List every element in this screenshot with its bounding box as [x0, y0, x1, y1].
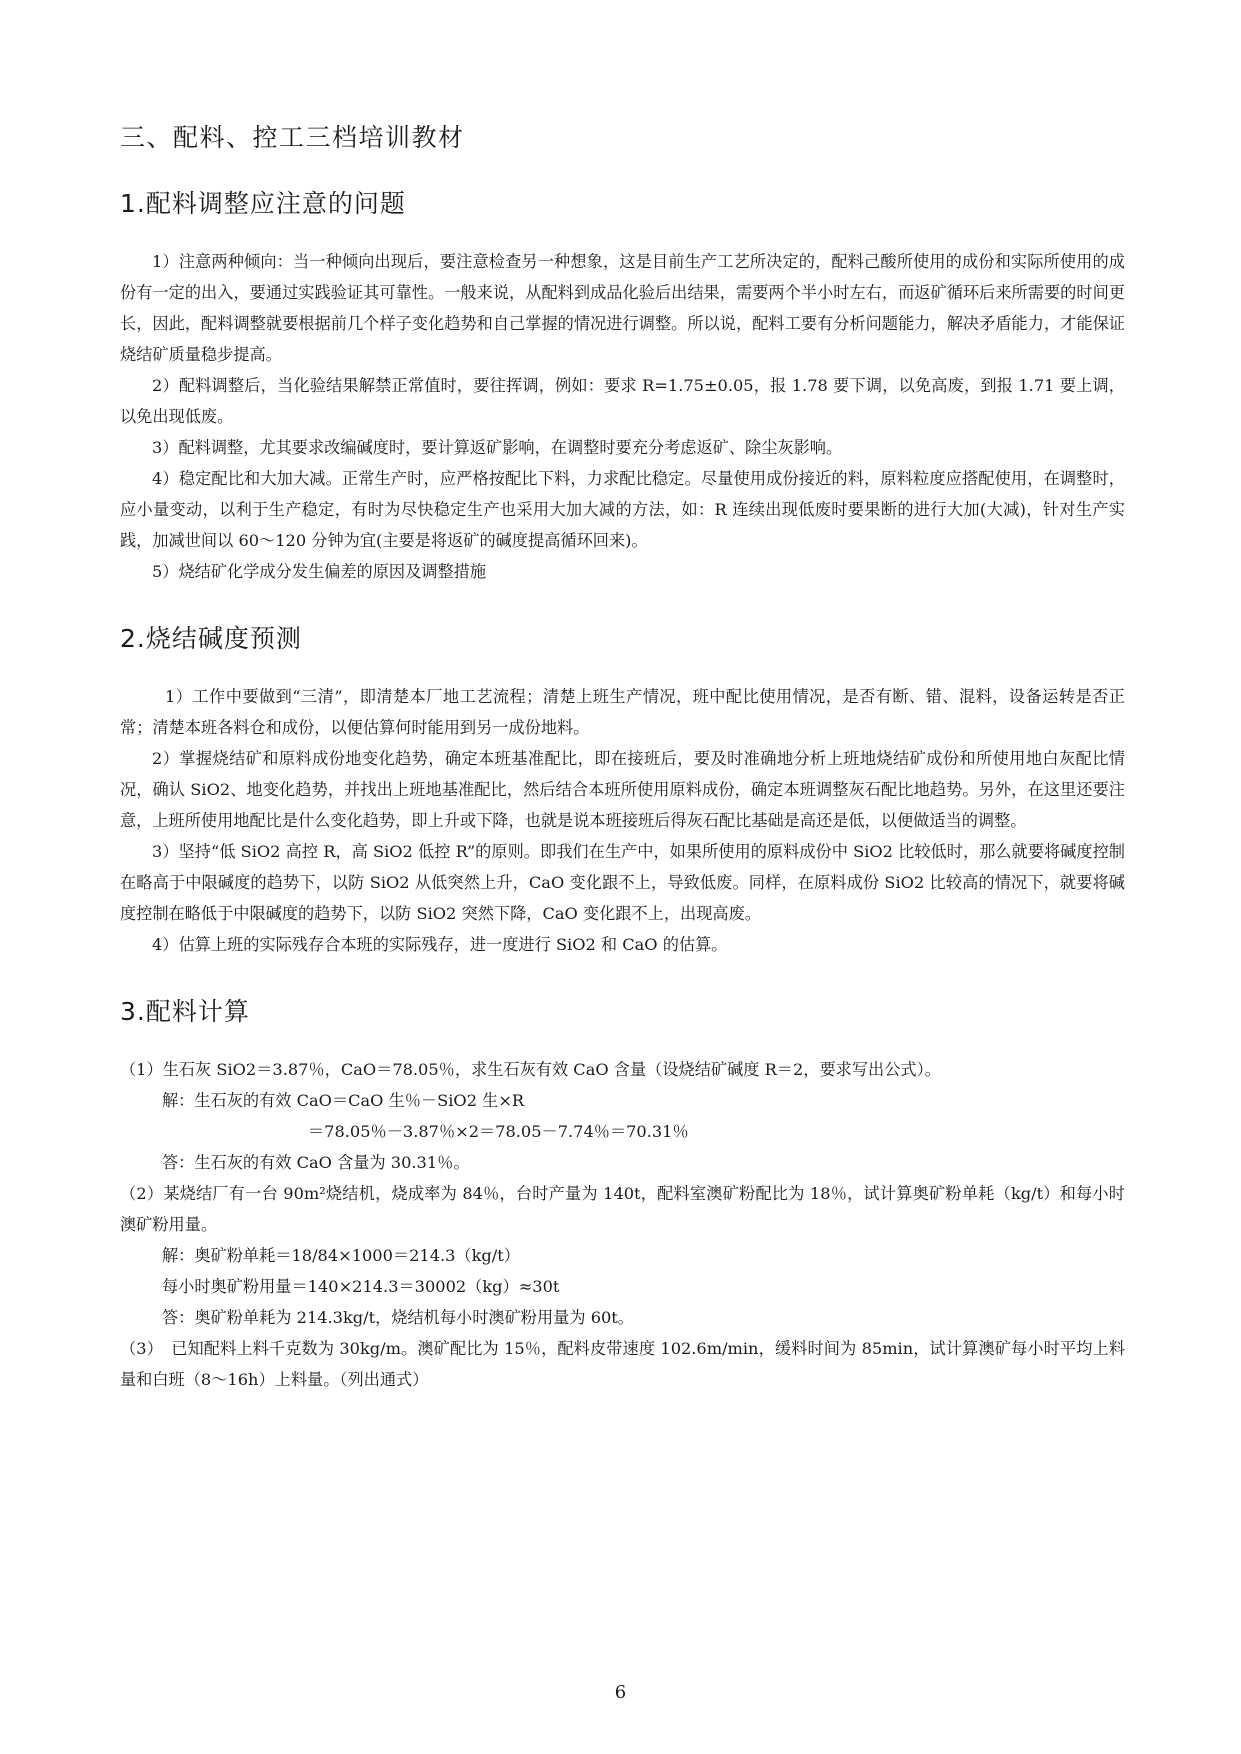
- section-2-paragraph-3: 3）坚持“低 SiO2 高控 R，高 SiO2 低控 R”的原则。即我们在生产中，如果所使用的原料成份中 SiO2 比较低时，那么就要将碱度控制在略高于中限碱度的趋势下，以防 SiO2 从低突然上升，CaO 变化跟不上，导致低废。同样，在原料成份 SiO2 比较高的情况下，就要将碱度控制在略低于中限碱度的趋势下，以防 SiO2 突然下降，CaO 变化跟不上，出现高废。: [120, 842, 1125, 923]
- problem-2-calculation: 每小时奥矿粉用量＝140×214.3＝30002（kg）≈30t: [162, 1277, 560, 1296]
- section-1-paragraph-3: 3）配料调整，尤其要求改编碱度时，要计算返矿影响，在调整时要充分考虑返矿、除尘灰影响。: [152, 438, 843, 457]
- problem-1: （1）生石灰 SiO2＝3.87％，CaO＝78.05％，求生石灰有效 CaO 含量（设烧结矿碱度 R＝2，要求写出公式）。: [120, 1060, 941, 1079]
- section-2-paragraph-1: 1）工作中要做到“三清”，即清楚本厂地工艺流程；清楚上班生产情况，班中配比使用情况，是否有断、错、混料，设备运转是否正常；清楚本班各料仓和成份，以便估算何时能用到另一成份地料。: [120, 687, 1125, 737]
- section-1-heading: 1.配料调整应注意的问题: [120, 189, 406, 218]
- section-1-paragraph-2: 2）配料调整后，当化验结果解禁正常值时，要往挥调，例如：要求 R=1.75±0.05，报 1.78 要下调，以免高废，到报 1.71 要上调，以免出现低废。: [120, 376, 1125, 426]
- problem-2-answer: 答：奥矿粉单耗为 214.3kg/t，烧结机每小时澳矿粉用量为 60t。: [162, 1308, 634, 1327]
- problem-2-solution: 解：奥矿粉单耗＝18/84×1000＝214.3（kg/t）: [162, 1246, 520, 1265]
- problem-2: （2）某烧结厂有一台 90m²烧结机，烧成率为 84％，台时产量为 140t，配料室澳矿粉配比为 18％，试计算奥矿粉单耗（kg/t）和每小时澳矿粉用量。: [120, 1184, 1125, 1234]
- page-number: 6: [614, 1682, 627, 1703]
- page-content: [120, 118, 1125, 1421]
- section-3: [120, 992, 1125, 1395]
- section-2-paragraph-2: 2）掌握烧结矿和原料成份地变化趋势，确定本班基准配比，即在接班后，要及时准确地分析上班地烧结矿成份和所使用地白灰配比情况，确认 SiO2、地变化趋势，并找出上班地基准配比，然后结合本班所使用原料成份，确定本班调整灰石配比地趋势。另外，在这里还要注意，上班所使用地配比是什么变化趋势，即上升或下降，也就是说本班接班后得灰石配比基础是高还是低，以便做适当的调整。: [120, 749, 1125, 830]
- section-2-paragraph-4: 4）估算上班的实际残存合本班的实际残存，进一度进行 SiO2 和 CaO 的估算。: [152, 935, 728, 954]
- document-title: 三、配料、控工三档培训教材: [120, 123, 465, 152]
- section-2-heading: 2.烧结碱度预测: [120, 624, 302, 653]
- problem-1-calculation: ＝78.05％－3.87％×2＝78.05－7.74％＝70.31％: [308, 1122, 689, 1141]
- problem-3: （3） 已知配料上料千克数为 30kg/m。澳矿配比为 15％，配料皮带速度 102.6m/min，缓料时间为 85min，试计算澳矿每小时平均上料量和白班（8～16h）上料量。（列出通式）: [120, 1339, 1125, 1389]
- section-1-paragraph-4: 4）稳定配比和大加大减。正常生产时，应严格按配比下料，力求配比稳定。尽量使用成份接近的料，原料粒度应搭配使用，在调整时，应小量变动，以利于生产稳定，有时为尽快稳定生产也采用大加大减的方法，如：R 连续出现低废时要果断的进行大加(大减)，针对生产实践，加减世间以 60～120 分钟为宜(主要是将返矿的碱度提高循环回来)。: [120, 469, 1125, 550]
- section-1-paragraph-5: 5）烧结矿化学成分发生偏差的原因及调整措施: [152, 562, 487, 581]
- section-1: [120, 184, 1125, 587]
- section-2: [120, 619, 1125, 960]
- section-1-paragraph-1: 1）注意两种倾向：当一种倾向出现后，要注意检查另一种想象，这是目前生产工艺所决定的，配料己酸所使用的成份和实际所使用的成份有一定的出入，要通过实践验证其可靠性。一般来说，从配料到成品化验后出结果，需要两个半小时左右，而返矿循环后来所需要的时间更长，因此，配料调整就要根据前几个样子变化趋势和自己掌握的情况进行调整。所以说，配料工要有分析问题能力，解决矛盾能力，才能保证烧结矿质量稳步提高。: [120, 252, 1125, 364]
- problem-1-solution: 解：生石灰的有效 CaO＝CaO 生％－SiO2 生×R: [162, 1091, 525, 1110]
- section-3-heading: 3.配料计算: [120, 997, 250, 1026]
- problem-1-answer: 答：生石灰的有效 CaO 含量为 30.31％。: [162, 1153, 470, 1172]
